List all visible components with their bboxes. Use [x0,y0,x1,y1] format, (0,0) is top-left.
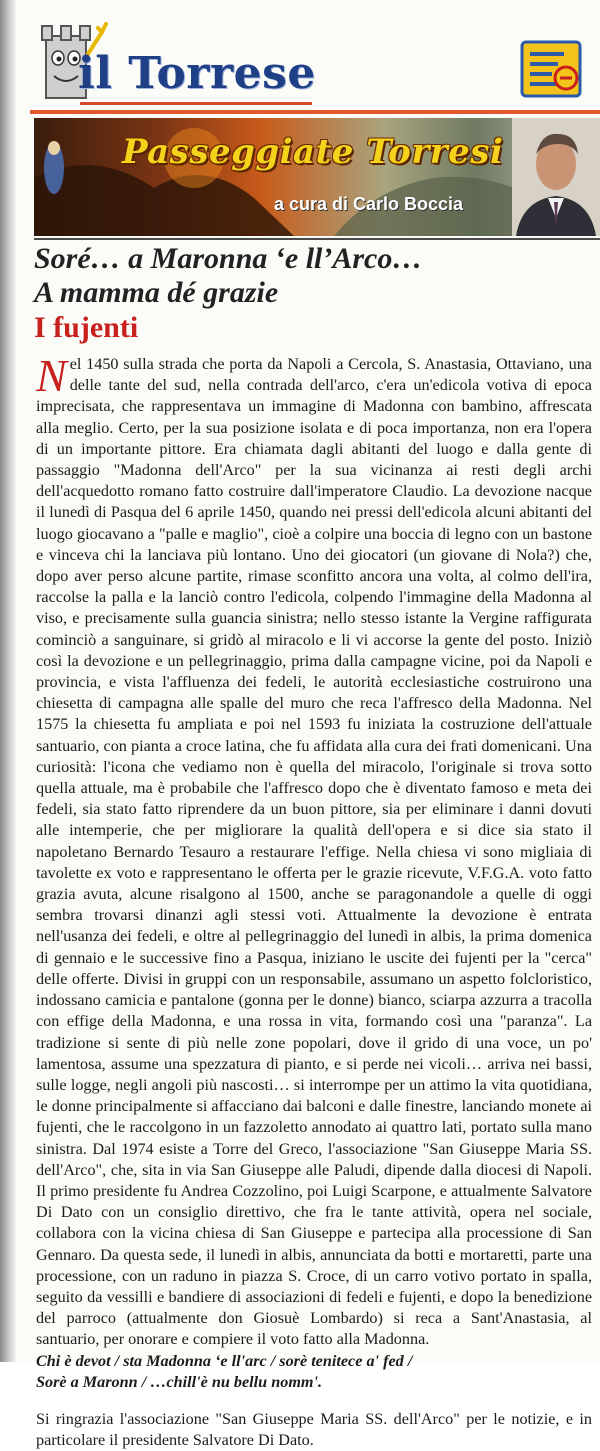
acknowledgement: Si ringrazia l'associazione "San Giuseppe Maria SS. dell'Arco" per le notizie, e in particolare il presidente Salvatore Di Dato. [36,1409,592,1450]
verse-line: Sorè a Maronn / …chill'è nu bellu nomm'. [36,1372,323,1391]
masthead [16,18,600,108]
magazine-page [16,0,600,1450]
page-spine-shadow [0,0,16,1362]
article-body [36,350,592,1451]
column-banner [34,118,600,236]
verse-line: Chi è devot / sta Madonna ‘e ll'arc / sorè tenitece a' fed / [36,1351,413,1370]
drop-cap: N [36,350,67,401]
column-title: Passeggiate Torresi [122,132,504,172]
column-byline: a cura di Carlo Boccia [274,194,464,214]
article-headline: Soré… a Maronna ‘e ll’Arco… [34,242,423,275]
header-divider [30,110,600,114]
banner-divider [34,238,600,240]
brand-title: il Torrese [78,48,316,99]
article-subhead: I fujenti [34,311,139,344]
author-portrait [512,118,600,236]
article-paragraph [36,350,592,1351]
article-headline-second-line: A mamma dé grazie [34,276,279,309]
newspaper-icon [520,40,582,98]
brand-underline [80,102,312,105]
article-text: el 1450 sulla strada che porta da Napoli a Cercola, S. Anastasia, Ottaviano, una delle tante del sud, nella contrada dell'arco, c'era un'edicola votiva di epoca imprecisata, che rappresentava un immagine di Madonna con bambino, affrescata alla meglio. Certo, per la sua posizione isolata e di poca importanza, non era l'opera di un importante pittore. Era chiamata dagli abitanti del luogo e dalla gente di passaggio "Madonna dell'Arco" per la sua vicinanza ai resti degli archi dell'acquedotto romano fatto costruire dall'imperatore Claudio. La devozione nacque il lunedì di Pasqua del 6 aprile 1450, quando nei pressi dell'edicola alcuni abitanti del luogo giocavano a "palle e maglio", cioè a colpire una boccia di legno con un bastone e vinceva chi la lanciava più lontano. Uno dei giocatori (un giovane di Nola?) che, dopo aver perso alcune partite, rimase sconfitto ancora una volta, al colmo dell'ira, raccolse la palla e la lanciò contro l'edicola, colpendo l'immagine della Madonna al viso, e precisamente sulla guancia sinistra; nello stesso istante la Vergine raffigurata cominciò a sanguinare, si gridò al miracolo e li vi accorse la gente del posto. Iniziò così la devozione e un pellegrinaggio, prima dalla campagne vicine, poi da Napoli e provincia, e vista l'affluenza dei fedeli, le autorità ecclesiastiche costruirono una chiesetta di campagna alle spalle del muro che reca l'affresco della Madonna. Nel 1575 la chiesetta fu ampliata e poi nel 1593 fu iniziata la costruzione dell'attuale santuario, con pianta a croce latina, che fu affidata alla cura dei frati domenicani. Una curiosità: l'icona che vediamo non è quella del miracolo, l'originale si trova sotto quella attuale, ma è probabile che l'affresco dopo che è diventato famoso e meta dei fedeli, sia stato fatto riprendere da un buon pittore, sia per eliminare i danni dovuti alle intemperie, che per migliorare la qualità dell'opera e si dice sia stato il napoletano Bernardo Tesauro a restaurare l'effige. Nella chiesa vi sono migliaia di tavolette ex voto e rappresentano le offerta per le grazie ricevute, V.F.G.A. voto fatto grazia avuta, alcune risalgono al 1500, anche se paragonandole a quelle di oggi sembra trovarsi dinanzi agli stessi voti. Attualmente la devozione è entrata nell'usanza dei fedeli, e oltre al pellegrinaggio del lunedì in albis, la prima domenica di gennaio e le successive fino a Pasqua, iniziano le uscite dei fujenti per la "cerca" delle offerte. Divisi in gruppi con un responsabile, assumano un aspetto folcloristico, indossano camicia e pantalone (gonna per le donne) bianco, sciarpa azzurra a tracolla con effige della Madonna, e una rossa in vita, formando così una "paranza". La tradizione si sente di più nelle zone popolari, dove il grido di una voce, un po' lamentosa, assume una spezzatura di pianto, e si perde nei vicoli… arriva nei bassi, sulle logge, negli angoli più nascosti… si interrompe per un attimo la vita quotidiana, le donne principalmente si affacciano dai balconi e dalle finestre, lanciando monete ai fujenti, che le raccolgono in un fazzoletto annodato ai quattro lati, portato sulla mano sinistra. Dal 1974 esiste a Torre del Greco, l'associazione "San Giuseppe Maria SS. dell'Arco", che, sita in via San Giuseppe alle Paludi, dipende dalla diocesi di Napoli. Il primo presidente fu Andrea Cozzolino, poi Luigi Scarpone, e attualmente Salvatore Di Dato con un consiglio direttivo, che fra le tante attività, opera nel sociale, collabora con la vicina chiesa di San Giuseppe e partecipa alla processione di San Gennaro. Da questa sede, il lunedì in albis, annunciata da botti e mortaretti, parte una processione, con un raduno in piazza S. Croce, di un carro votivo portato in spalla, seguito da vessilli e bandiere di associazioni di fedeli e fujenti, e dopo la benedizione del parroco (attualmente don Giosuè Lombardo) si reca a Sant'Anastasia, al santuario, per onorare e compiere il voto fatto alla Madonna. [36,355,592,1349]
